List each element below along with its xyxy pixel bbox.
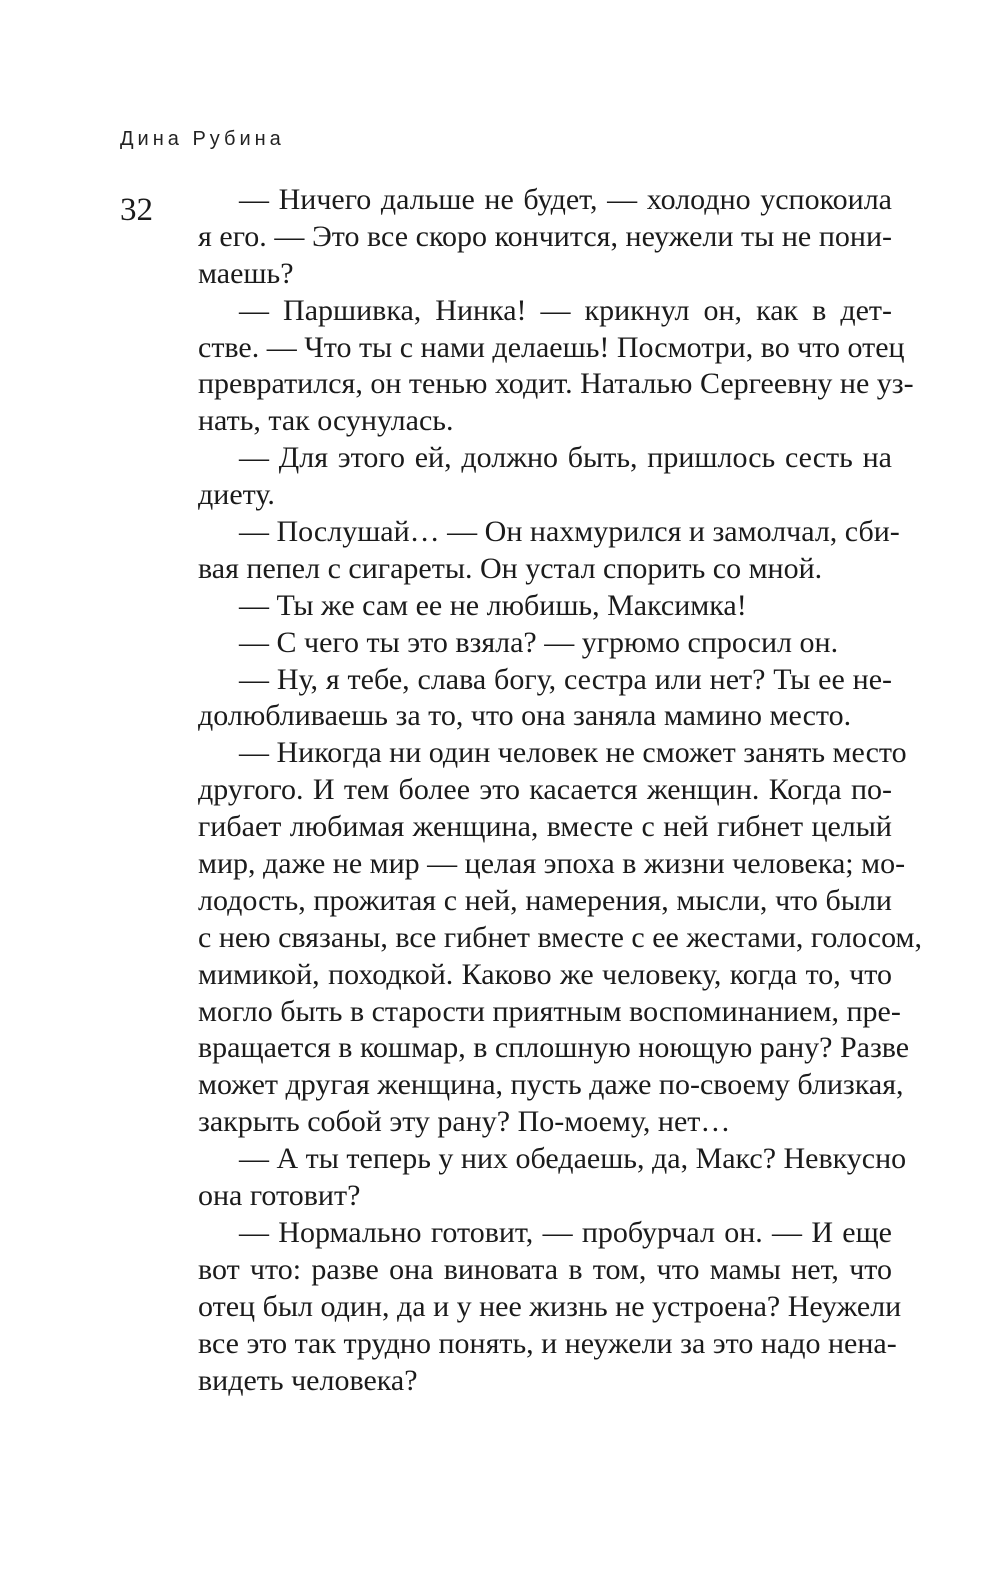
text-line: гибает любимая женщина, вместе с ней гибнет целый <box>198 810 892 844</box>
text-line: могло быть в старости приятным воспоминанием, пре- <box>198 994 901 1028</box>
body-text <box>198 182 922 1399</box>
page-number: 32 <box>120 192 153 228</box>
text-line: диету. <box>198 478 275 512</box>
text-line: лодость, прожитая с ней, намерения, мысли, что были <box>198 883 892 917</box>
text-line: — А ты теперь у них обедаешь, да, Макс? Невкусно <box>239 1142 907 1176</box>
text-line: другого. И тем более это касается женщин. Когда по- <box>198 773 892 807</box>
text-line: — Паршивка, Нинка! — крикнул он, как в дет- <box>239 293 892 327</box>
text-line: превратился, он тенью ходит. Наталью Сергеевну не уз- <box>198 367 914 401</box>
text-line: может другая женщина, пусть даже по-своему близкая, <box>198 1068 904 1102</box>
text-line: закрыть собой эту рану? По-моему, нет… <box>198 1105 731 1139</box>
text-line: я его. — Это все скоро кончится, неужели ты не пони- <box>198 219 892 253</box>
text-line: — Никогда ни один человек не сможет занять место <box>239 736 907 770</box>
text-line: мир, даже не мир — целая эпоха в жизни человека; мо- <box>198 847 906 881</box>
text-line: отец был один, да и у нее жизнь не устроена? Неужели <box>198 1289 902 1323</box>
text-line: долюбливаешь за то, что она заняла мамино место. <box>198 699 852 733</box>
text-line: — Ничего дальше не будет, — холодно успокоила <box>239 183 892 216</box>
running-head-author: Дина Рубина <box>120 128 285 150</box>
text-line: — Ты же сам ее не любишь, Максимка! <box>239 588 747 622</box>
text-line: — Ну, я тебе, слава богу, сестра или нет? Ты ее не- <box>239 662 892 696</box>
text-line: маешь? <box>198 256 294 290</box>
text-line: все это так трудно понять, и неужели за это надо нена- <box>198 1326 897 1360</box>
text-line: вращается в кошмар, в сплошную ноющую рану? Разве <box>198 1031 910 1065</box>
text-line: вая пепел с сигареты. Он устал спорить со мной. <box>198 551 823 585</box>
text-line: — С чего ты это взяла? — угрюмо спросил он. <box>239 625 839 659</box>
text-line: — Нормально готовит, — пробурчал он. — И еще <box>239 1215 892 1249</box>
text-line: с нею связаны, все гибнет вместе с ее жестами, голосом, <box>198 920 922 954</box>
text-line: стве. — Что ты с нами делаешь! Посмотри, во что отец <box>198 330 905 364</box>
text-line: нать, так осунулась. <box>198 404 454 438</box>
text-line: вот что: разве она виновата в том, что мамы нет, что <box>198 1252 892 1286</box>
text-line: она готовит? <box>198 1179 361 1213</box>
text-line: — Для этого ей, должно быть, пришлось сесть на <box>239 441 892 475</box>
text-line: мимикой, походкой. Каково же человеку, когда то, что <box>198 957 892 991</box>
text-line: — Послушай… — Он нахмурился и замолчал, сби- <box>239 515 900 549</box>
text-line: видеть человека? <box>198 1363 418 1397</box>
